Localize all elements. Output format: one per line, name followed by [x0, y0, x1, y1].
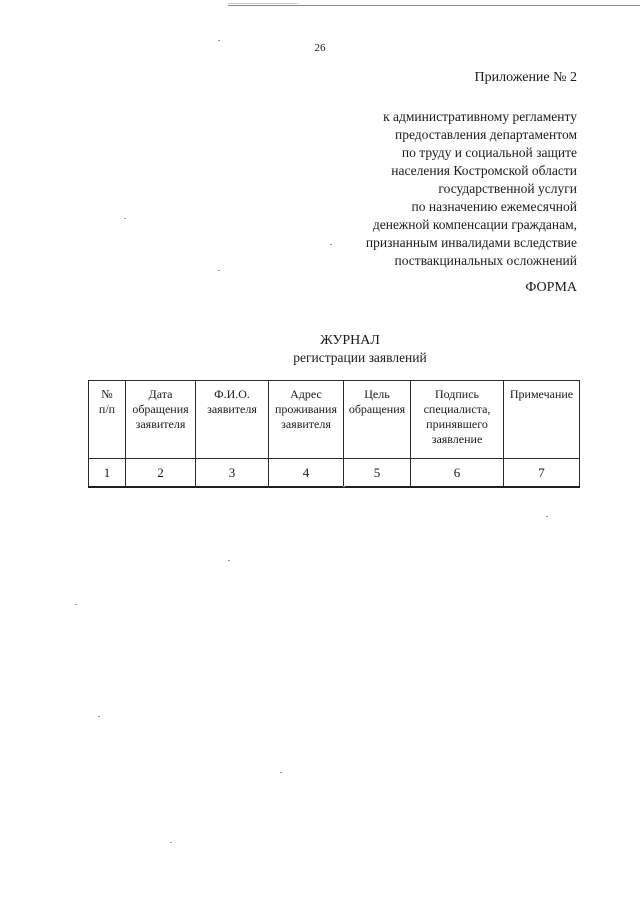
column-number-cell: 5: [344, 459, 411, 488]
appendix-text: [366, 108, 577, 270]
journal-title: ЖУРНАЛ: [320, 333, 380, 348]
column-number-cell: 7: [504, 459, 580, 488]
scan-speck: [98, 716, 100, 717]
scan-speck: [218, 40, 220, 41]
registration-table: [88, 380, 580, 488]
appendix-line: предоставления департаментом: [395, 127, 577, 142]
appendix-line: денежной компенсации гражданам,: [372, 217, 577, 232]
page-number: 26: [314, 42, 326, 54]
table-row: [89, 459, 580, 488]
appendix-line: по труду и социальной защите: [401, 145, 577, 160]
table-header-row: [89, 381, 580, 459]
header-purpose: Цель обращения: [344, 381, 411, 459]
scan-speck: [124, 218, 126, 219]
appendix-title: Приложение № 2: [474, 70, 577, 85]
appendix-line: к административному регламенту: [383, 109, 577, 124]
column-number-cell: 2: [126, 459, 196, 488]
header-address: Адрес проживания заявителя: [269, 381, 344, 459]
appendix-line: населения Костромской области: [391, 163, 577, 178]
scan-speck: [218, 270, 220, 271]
form-label: ФОРМА: [525, 280, 577, 295]
header-date: Дата обращения заявителя: [126, 381, 196, 459]
column-number-cell: 4: [269, 459, 344, 488]
column-number-cell: 6: [411, 459, 504, 488]
column-number-cell: 3: [196, 459, 269, 488]
journal-subtitle: регистрации заявлений: [293, 350, 427, 365]
header-number: № п/п: [89, 381, 126, 459]
scan-speck: [228, 560, 230, 561]
appendix-line: государственной услуги: [438, 181, 577, 196]
scan-speck: [280, 772, 282, 773]
header-signature: Подпись специалиста, принявшего заявление: [411, 381, 504, 459]
appendix-line: по назначению ежемесячной: [411, 199, 577, 214]
scan-speck: [546, 516, 548, 517]
scan-top-mark: [228, 3, 298, 4]
scan-top-rule: [228, 5, 640, 6]
header-note: Примечание: [504, 381, 580, 459]
scan-speck: [330, 244, 332, 245]
scan-speck: [170, 842, 172, 843]
scan-speck: [343, 486, 345, 487]
appendix-line: признанным инвалидами вследствие: [365, 235, 577, 250]
scan-speck: [75, 604, 77, 605]
appendix-line: поствакцинальных осложнений: [394, 253, 577, 268]
header-name: Ф.И.О. заявителя: [196, 381, 269, 459]
column-number-cell: 1: [89, 459, 126, 488]
